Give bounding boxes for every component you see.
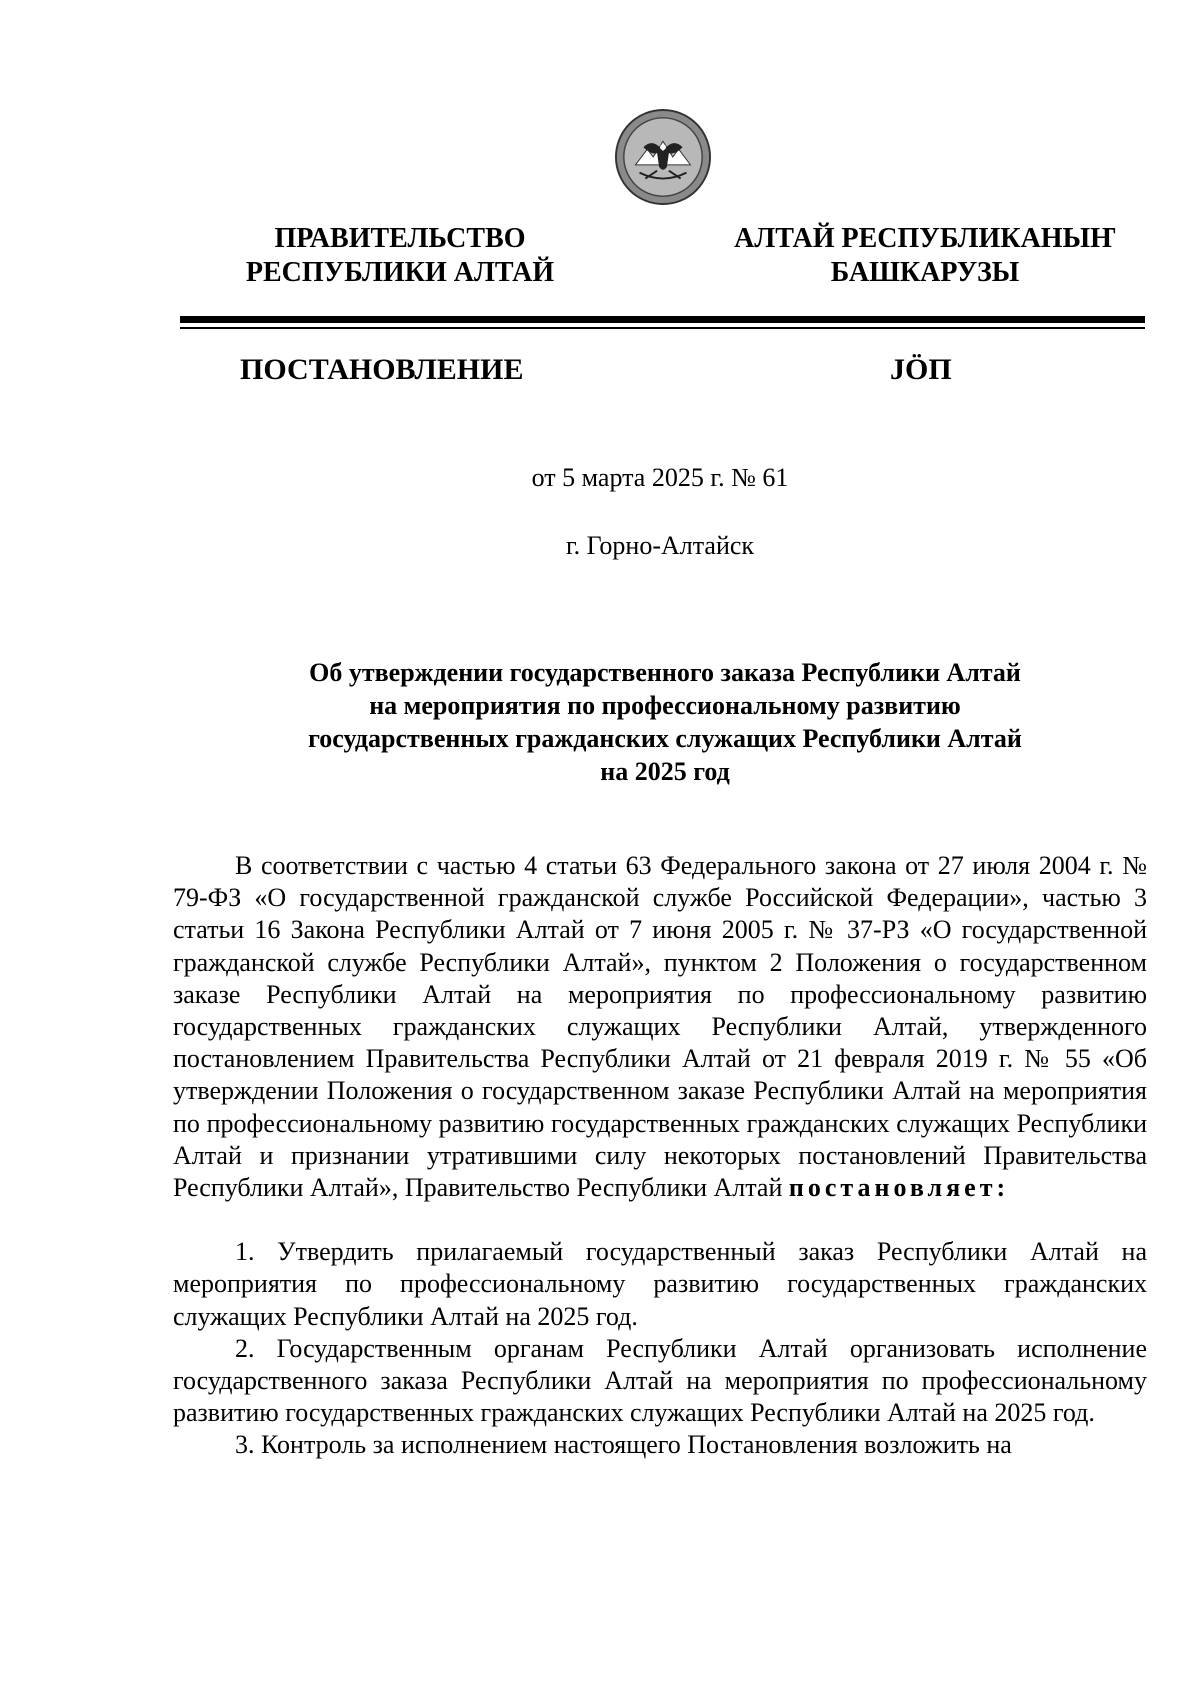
header-right-line1: АЛТАЙ РЕСПУБЛИКАНЫҤ — [734, 223, 1116, 254]
header-right-line2: БАШКАРУЗЫ — [830, 257, 1020, 288]
preamble-paragraph — [173, 850, 1147, 1204]
title-line1: Об утверждении государственного заказа Республики Алтай — [309, 658, 1021, 687]
date-number-line: от 5 марта 2025 г. № 61 — [531, 463, 789, 492]
header-right — [700, 222, 1150, 290]
doc-type-russian: ПОСТАНОВЛЕНИЕ — [240, 353, 524, 386]
header-left-line1: ПРАВИТЕЛЬСТВО — [274, 223, 526, 254]
item-1: 1. Утвердить прилагаемый государственный заказ Республики Алтай на мероприятия по профессиональному развитию государственных гражданских служащих Республики Алтай на 2025 год. — [173, 1237, 1147, 1331]
document-body — [173, 850, 1147, 1462]
header-left-line2: РЕСПУБЛИКИ АЛТАЙ — [245, 257, 555, 288]
title-line2: на мероприятия по профессиональному развитию — [369, 691, 961, 720]
item-3: 3. Контроль за исполнением настоящего Постановления возложить на — [235, 1430, 1012, 1460]
preamble-text: В соответствии с частью 4 статьи 63 Федерального закона от 27 июля 2004 г. № 79-ФЗ «О государственной гражданской службе Российской Федерации», частью 3 статьи 16 Закона Республики Алтай от 7 июня 2005 г. № 37-РЗ «О государственной гражданской службе Республики Алтай», пунктом 2 Положения о государственном заказе Республики Алтай на мероприятия по профессиональному развитию государственных гражданских служащих Республики Алтай, утвержденного постановлением Правительства Республики Алтай от 21 февраля 2019 г. № 55 «Об утверждении Положения о государственном заказе Республики Алтай на мероприятия по профессиональному развитию государственных гражданских служащих Республики Алтай и признании утратившими силу некоторых постановлений Правительства Республики Алтай», Правительство Республики Алтай — [173, 851, 1147, 1203]
header-divider-thin — [180, 327, 1145, 329]
decree-word: постановляет: — [788, 1173, 1010, 1203]
city-line: г. Горно-Алтайск — [565, 531, 755, 560]
altai-republic-emblem-icon — [614, 108, 712, 206]
header-left — [200, 222, 600, 290]
item-2: 2. Государственным органам Республики Алтай организовать исполнение государственного заказа Республики Алтай на мероприятия по профессиональному развитию государственных гражданских служащих Республики Алтай на 2025 год. — [173, 1333, 1147, 1428]
title-line4: на 2025 год — [600, 757, 730, 786]
header-divider-thick — [180, 316, 1145, 323]
doc-type-altai: JÖП — [890, 353, 952, 386]
document-title — [200, 656, 1130, 788]
title-line3: государственных гражданских служащих Республики Алтай — [308, 724, 1022, 753]
